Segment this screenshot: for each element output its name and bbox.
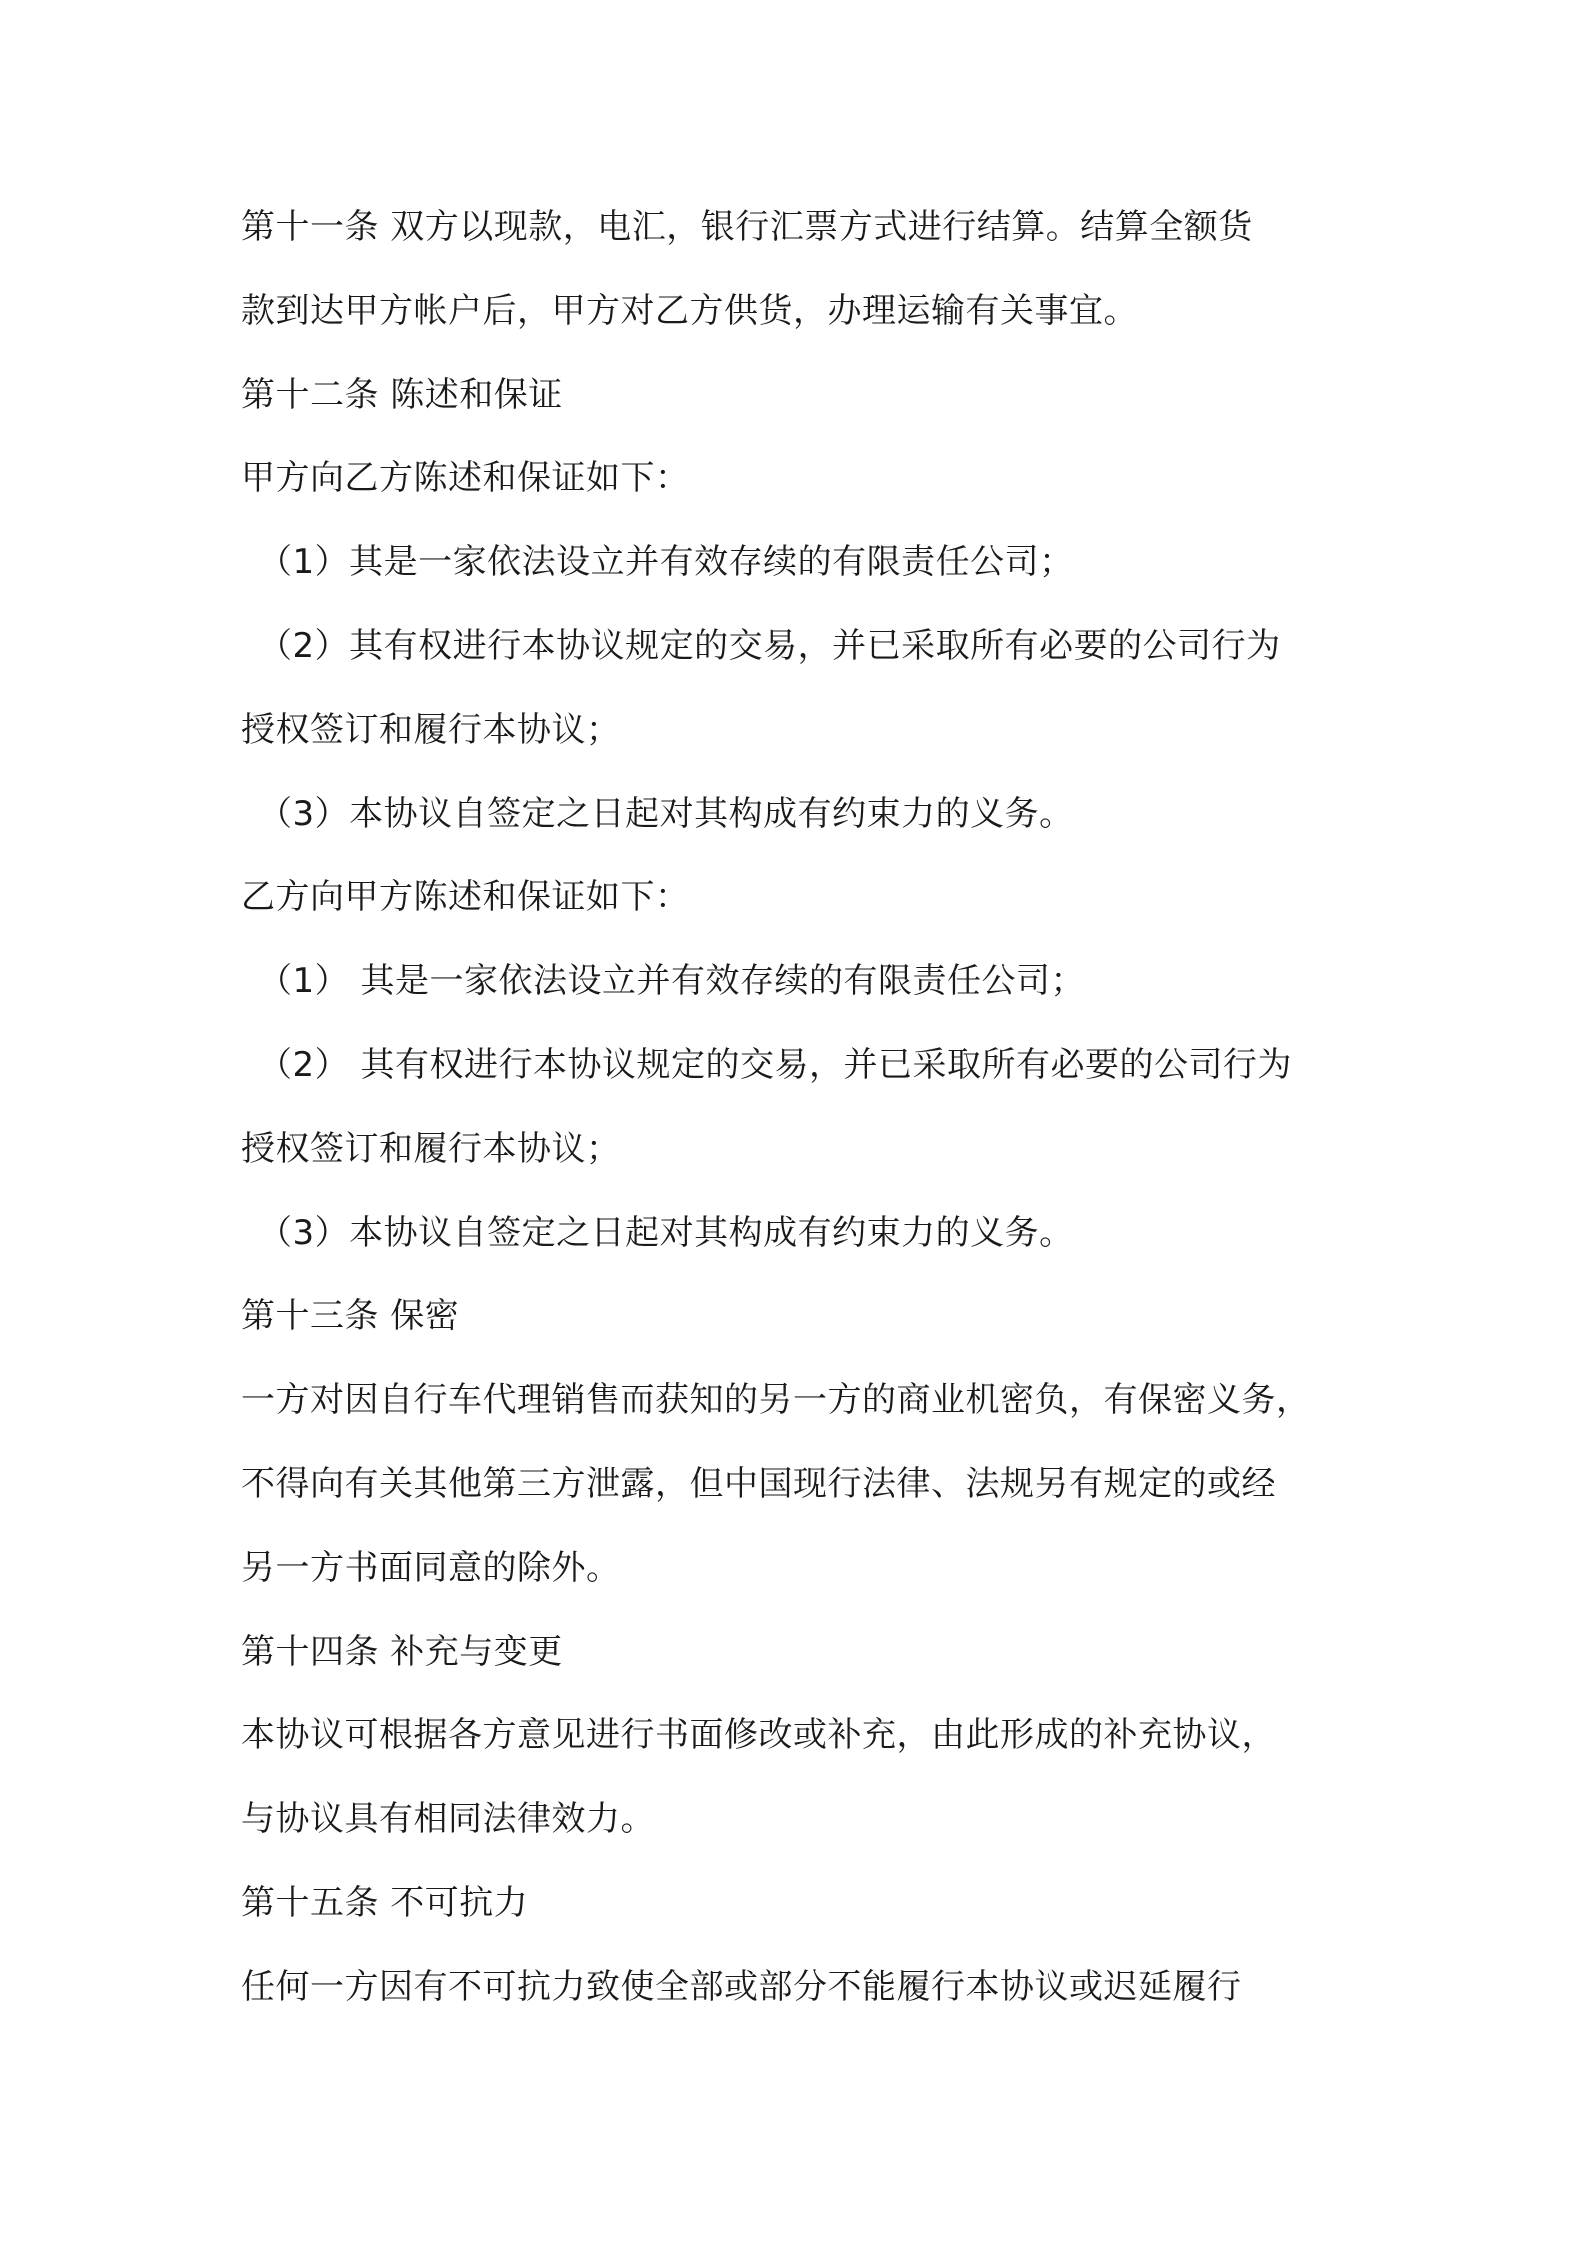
party-a-item-3: （3）本协议自签定之日起对其构成有约束力的义务。: [258, 794, 1074, 834]
article-14-heading: 第十四条 补充与变更: [241, 1632, 563, 1672]
party-b-item-3: （3）本协议自签定之日起对其构成有约束力的义务。: [258, 1213, 1074, 1253]
article-14-line-2: 与协议具有相同法律效力。: [241, 1799, 655, 1839]
article-15-line-1: 任何一方因有不可抗力致使全部或部分不能履行本协议或迟延履行: [241, 1967, 1242, 2007]
party-b-item-1: （1） 其是一家依法设立并有效存续的有限责任公司；: [258, 961, 1085, 1001]
party-b-intro: 乙方向甲方陈述和保证如下：: [241, 877, 690, 917]
article-14-line-1: 本协议可根据各方意见进行书面修改或补充，由此形成的补充协议，: [241, 1715, 1276, 1755]
article-13-heading: 第十三条 保密: [241, 1296, 460, 1336]
article-12-heading: 第十二条 陈述和保证: [241, 375, 563, 415]
party-a-item-2: （2）其有权进行本协议规定的交易，并已采取所有必要的公司行为: [258, 626, 1281, 666]
party-a-intro: 甲方向乙方陈述和保证如下：: [241, 458, 690, 498]
article-11-line-2: 款到达甲方帐户后，甲方对乙方供货，办理运输有关事宜。: [241, 291, 1138, 331]
party-b-item-2-cont: 授权签订和履行本协议；: [241, 1129, 621, 1169]
party-a-item-1: （1）其是一家依法设立并有效存续的有限责任公司；: [258, 542, 1074, 582]
article-13-line-3: 另一方书面同意的除外。: [241, 1548, 621, 1588]
article-11-line-1: 第十一条 双方以现款，电汇，银行汇票方式进行结算。结算全额货: [241, 207, 1253, 247]
party-b-item-2: （2） 其有权进行本协议规定的交易，并已采取所有必要的公司行为: [258, 1045, 1292, 1085]
party-a-item-2-cont: 授权签订和履行本协议；: [241, 710, 621, 750]
article-13-line-2: 不得向有关其他第三方泄露，但中国现行法律、法规另有规定的或经: [241, 1464, 1276, 1504]
article-13-line-1: 一方对因自行车代理销售而获知的另一方的商业机密负，有保密义务，: [241, 1380, 1311, 1420]
article-15-heading: 第十五条 不可抗力: [241, 1883, 529, 1923]
